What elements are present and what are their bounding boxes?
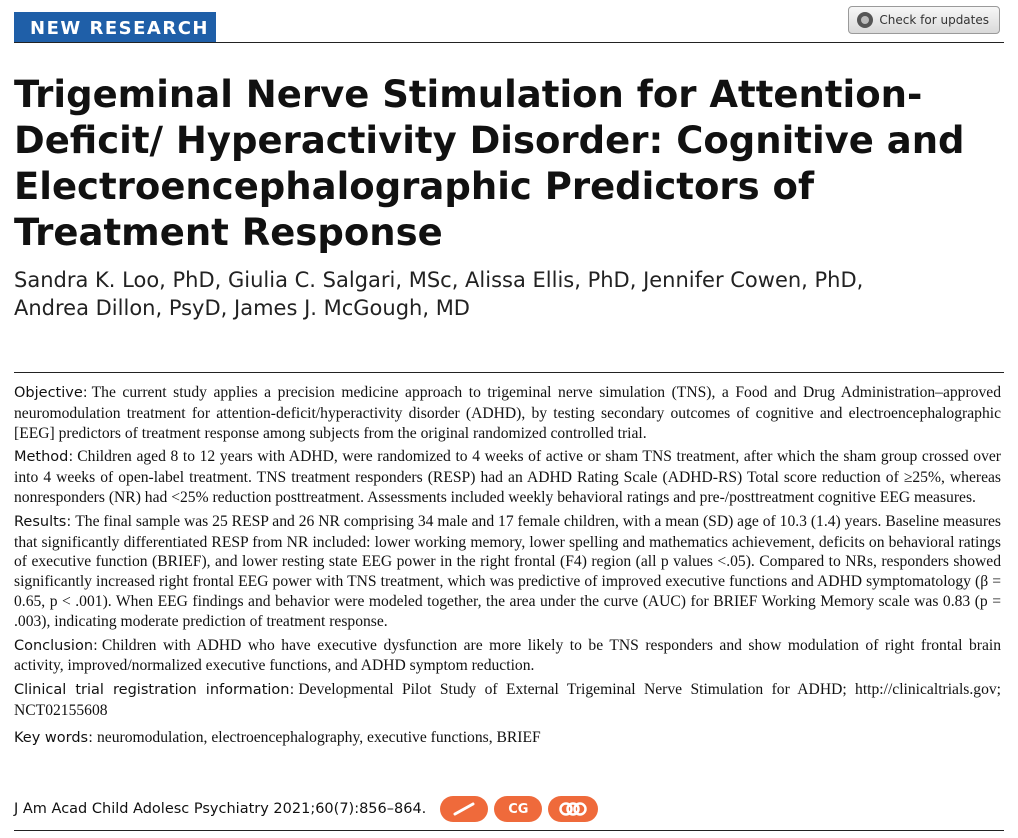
pencil-slash-glyph [451,801,477,817]
author-line-2: Andrea Dillon, PsyD, James J. McGough, MD [14,296,470,320]
results-label: Results: [14,513,72,530]
abstract-divider [14,372,1004,373]
check-for-updates-button[interactable] [848,6,1000,34]
chain-links-icon[interactable] [548,796,598,822]
conclusion-paragraph [14,636,1001,677]
keywords-text: neuromodulation, electroencephalography, executive functions, BRIEF [96,728,541,746]
objective-text: The current study applies a precision medicine approach to trigeminal nerve simulation (TNS), a Food and Drug Administration–approved neuromodulation treatment for attention-deficit/hyperactivity disorder (ADHD), by testing secondary outcomes of cognitive and electroencephalographic [EEG] predictors of treatment response among subjects from the original randomized controlled trial. [14,384,1001,442]
conclusion-text: Children with ADHD who have executive dysfunction are more likely to be TNS responders and show modulation of right frontal brain activity, improved/normalized executive functions, and ADHD symptom reduction. [14,636,1001,675]
bottom-divider [14,830,1004,831]
top-divider [14,42,1004,43]
chain-links-glyph [555,800,591,818]
citation-row [14,794,598,824]
section-tag: NEW RESEARCH [14,12,216,43]
keywords-label: Key words: [14,729,93,746]
method-label: Method: [14,449,74,466]
results-paragraph [14,512,1001,632]
author-list [14,266,994,322]
pencil-slash-icon[interactable] [440,796,488,822]
method-text: Children aged 8 to 12 years with ADHD, were randomized to 4 weeks of active or sham TNS treatment, after which the sham group crossed over into 4 weeks of open-label treatment. TNS treatment responders (RESP) had an ADHD Rating Scale (ADHD-RS) Total score reduction of ≥25%, whereas nonresponders (NR) had <25% reduction posttreatment. Assessments included weekly behavioral ratings and pre-/posttreatment cognitive EEG measures. [14,448,1001,506]
badges [440,796,598,822]
author-line-1: Sandra K. Loo, PhD, Giulia C. Salgari, MSc, Alissa Ellis, PhD, Jennifer Cowen, PhD, [14,268,864,292]
journal-citation: J Am Acad Child Adolesc Psychiatry 2021;60(7):856–864. [14,801,427,817]
check-for-updates-label: Check for updates [879,13,989,27]
results-text: The final sample was 25 RESP and 26 NR comprising 34 male and 17 female children, with a mean (SD) age of 10.3 (1.4) years. Baseline measures that significantly differentiated RESP from NR included: lower working memory, lower spelling and mathematics achievement, deficits on behavioral ratings of executive function (BRIEF), and lower resting state EEG power in the right frontal (F4) region (all p values <.05). Compared to NRs, responders showed significantly increased right frontal EEG power with TNS treatment, which was predictive of improved executive functions and ADHD symptomatology (β = 0.65, p < .001). When EEG findings and behavior were modeled together, the area under the curve (AUC) for BRIEF Working Memory scale was 0.83 (p = .003), indicating moderate prediction of treatment response. [14,512,1001,630]
method-paragraph [14,447,1001,507]
article-title: Trigeminal Nerve Stimulation for Attention-Deficit/ Hyperactivity Disorder: Cognitive and Electroencephalographic Predictors of Treatment Response [14,73,965,254]
conclusion-label: Conclusion: [14,637,98,654]
trial-text[interactable]: Developmental Pilot Study of External Trigeminal Nerve Stimulation for ADHD; http://clinicaltrials.gov; NCT02155608 [14,681,1001,719]
objective-label: Objective: [14,385,88,401]
trial-paragraph [14,680,1001,721]
objective-paragraph [14,383,1001,443]
abstract [14,383,1001,753]
cg-badge[interactable]: CG [494,796,542,822]
keywords-paragraph [14,728,1001,749]
refresh-circle-icon [857,12,873,28]
trial-label: Clinical trial registration information: [14,682,295,699]
